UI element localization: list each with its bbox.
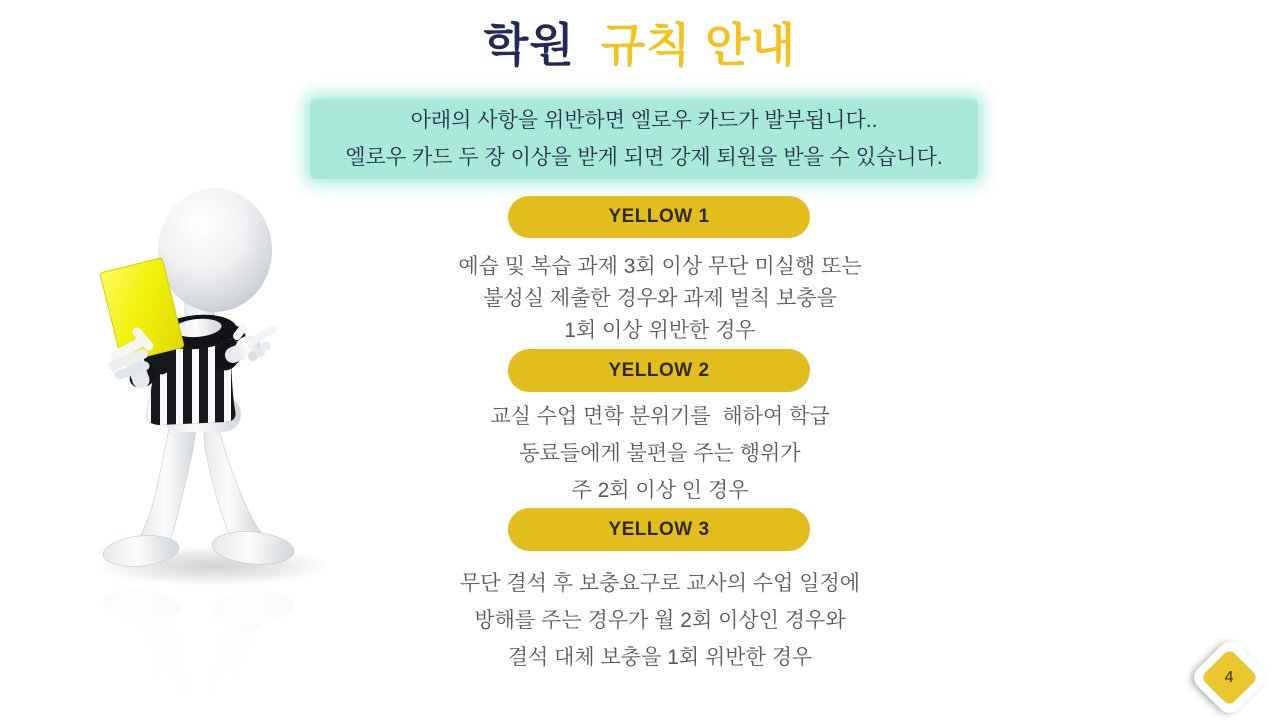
yellow-2-label: YELLOW 2: [608, 359, 710, 381]
notice-box: [310, 99, 978, 179]
rule-line: 1회 이상 위반한 경우: [564, 319, 756, 342]
rule-line: 결석 대체 보충을 1회 위반한 경우: [507, 646, 813, 669]
page-title: [0, 16, 1280, 74]
page-number-diamond: [1201, 649, 1259, 707]
rule-line: 교실 수업 면학 분위기를 해하여 학급: [490, 405, 830, 428]
rule-line: 방해를 주는 경우가 월 2회 이상인 경우와: [474, 609, 846, 632]
yellow-3-label: YELLOW 3: [608, 518, 710, 540]
rule-line: 무단 결석 후 보충요구로 교사의 수업 일정에: [459, 572, 861, 595]
notice-line-1: 아래의 사항을 위반하면 엘로우 카드가 발부됩니다..: [410, 109, 878, 132]
page-number: 4: [1225, 668, 1234, 686]
yellow-2-description: [380, 398, 940, 509]
yellow-2-pill: [508, 349, 810, 392]
head: [158, 188, 272, 312]
yellow-1-description: [380, 251, 940, 347]
yellow-1-label: YELLOW 1: [608, 206, 710, 227]
figure-reflection: [100, 586, 295, 710]
title-word-rules-guide: 규칙 안내: [600, 19, 797, 71]
right-leg: [203, 420, 261, 544]
yellow-1-pill: [508, 196, 810, 238]
rule-line: 예습 및 복습 과제 3회 이상 무단 미실행 또는: [458, 255, 862, 278]
referee-illustration: [85, 170, 345, 710]
notice-line-2: 엘로우 카드 두 장 이상을 받게 되면 강제 퇴원을 받을 수 있습니다.: [345, 146, 943, 169]
page-number-badge: [1189, 637, 1270, 718]
rule-line: 불성실 제출한 경우와 과제 벌칙 보충을: [483, 287, 837, 310]
title-word-academy: 학원: [483, 19, 575, 71]
rule-line: 동료들에게 불편을 주는 행위가: [519, 442, 801, 465]
yellow-3-pill: [508, 508, 810, 551]
rule-line: 주 2회 이상 인 경우: [571, 479, 749, 502]
yellow-3-description: [380, 565, 940, 676]
